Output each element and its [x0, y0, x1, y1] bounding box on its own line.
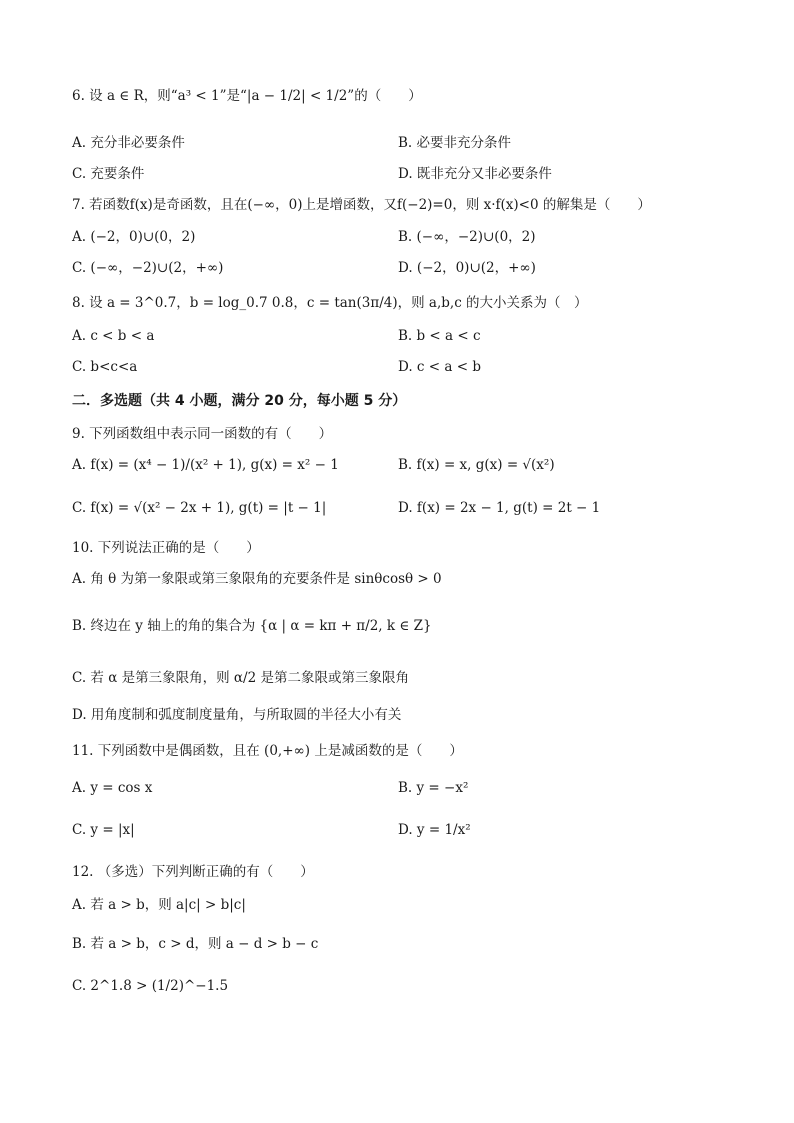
- q10-option-c: C. 若 α 是第三象限角，则 α/2 是第二象限或第三象限角: [72, 670, 409, 686]
- q7-stem: 7. 若函数f(x)是奇函数，且在(−∞，0)上是增函数，又f(−2)=0，则 x·f(x)<0 的解集是（ ）: [72, 197, 651, 213]
- q6-option-a: A. 充分非必要条件: [72, 135, 185, 151]
- q9-option-d: D. f(x) = 2x − 1, g(t) = 2t − 1: [398, 500, 601, 516]
- q10-option-d: D. 用角度制和弧度制度量角，与所取圆的半径大小有关: [72, 707, 402, 723]
- q6-option-c: C. 充要条件: [72, 166, 145, 182]
- q8-option-d: D. c < a < b: [398, 359, 481, 375]
- q8-option-b: B. b < a < c: [398, 328, 481, 344]
- q10-option-a: A. 角 θ 为第一象限或第三象限角的充要条件是 sinθcosθ > 0: [72, 571, 442, 587]
- q7-option-a: A. (−2，0)∪(0，2): [72, 229, 196, 245]
- q9-stem: 9. 下列函数组中表示同一函数的有（ ）: [72, 426, 333, 442]
- q8-option-c: C. b<c<a: [72, 359, 138, 375]
- q11-option-a: A. y = cos x: [72, 780, 153, 796]
- q12-option-b: B. 若 a > b，c > d，则 a − d > b − c: [72, 936, 319, 952]
- q9-option-c: C. f(x) = √(x² − 2x + 1), g(t) = |t − 1|: [72, 500, 327, 516]
- q7-option-b: B. (−∞，−2)∪(0，2): [398, 229, 536, 245]
- q11-option-c: C. y = |x|: [72, 822, 135, 838]
- q7-option-c: C. (−∞，−2)∪(2，+∞): [72, 260, 224, 276]
- q8-option-a: A. c < b < a: [72, 328, 155, 344]
- q9-option-b: B. f(x) = x, g(x) = √(x²): [398, 457, 555, 473]
- q8-stem: 8. 设 a = 3^0.7，b = log_0.7 0.8，c = tan(3π/4)，则 a,b,c 的大小关系为（ ）: [72, 295, 588, 311]
- q9-option-a: A. f(x) = (x⁴ − 1)/(x² + 1), g(x) = x² − 1: [72, 457, 339, 473]
- q11-option-b: B. y = −x²: [398, 780, 469, 796]
- q7-option-d: D. (−2，0)∪(2，+∞): [398, 260, 536, 276]
- q12-option-a: A. 若 a > b，则 a|c| > b|c|: [72, 897, 246, 913]
- q11-option-d: D. y = 1/x²: [398, 822, 471, 838]
- section-heading: 二．多选题（共 4 小题，满分 20 分，每小题 5 分）: [72, 393, 407, 409]
- q10-stem: 10. 下列说法正确的是（ ）: [72, 540, 260, 556]
- q12-stem: 12. （多选）下列判断正确的有（ ）: [72, 864, 314, 880]
- q6-stem: 6. 设 a ∈ R，则“a³ < 1”是“|a − 1/2| < 1/2”的（ ）: [72, 88, 422, 104]
- q6-option-d: D. 既非充分又非必要条件: [398, 166, 552, 182]
- q6-option-b: B. 必要非充分条件: [398, 135, 512, 151]
- q10-option-b: B. 终边在 y 轴上的角的集合为 {α | α = kπ + π/2, k ∈ Z}: [72, 618, 432, 634]
- q12-option-c: C. 2^1.8 > (1/2)^−1.5: [72, 978, 229, 994]
- q11-stem: 11. 下列函数中是偶函数，且在 (0,+∞) 上是减函数的是（ ）: [72, 743, 463, 759]
